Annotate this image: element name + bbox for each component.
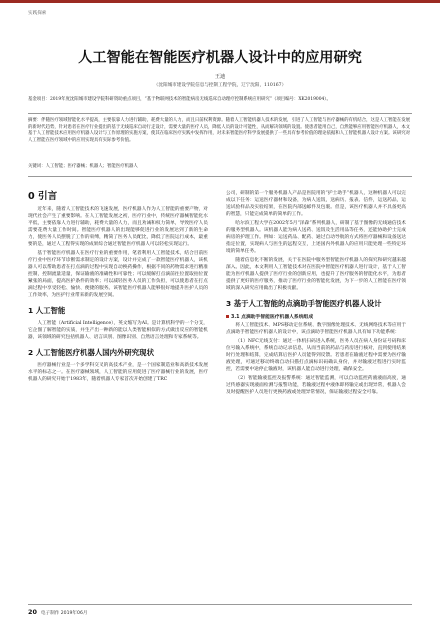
left-column xyxy=(28,188,208,385)
section-heading: 1 人工智能 xyxy=(28,306,66,315)
right-column xyxy=(226,190,406,398)
subsection-title: 3.1 点滴助手智能医疗机器人系统组成 xyxy=(231,315,314,320)
subsection-heading xyxy=(226,313,406,320)
paragraph: 哈尔滨工程大学在2002年5月“泽森”系列机器人，研制了基于图像的无线通信技术的服务型机器人。该机器人能为病人送药、送饭及生活用品等任务，还能协助护士完成病房的护理工作。例如：运送药品、配药、通过自动导航的方式将医疗器械和设备送达指定位置，实现病人与医生的远程交互，上述国内外机器人的应用只能处理一些特定环境的简单任务。 xyxy=(226,221,406,254)
paragraph: 随着信息化不断的发展，关于在医院中服务型智能医疗机器人的探究和研究越来越深入。因此，本文利用人工智能技术对在医院中智能医疗机器人进行设计，基于人工智能为医疗机器人提供了医疗行业的创新应用，也提升了医疗服务的智能化水平，为患者提供了更好的医疗服务，推动了医疗行业的智能化发展，为下一步的人工智能在医疗领域的深入研究应用做出了积极贡献。 xyxy=(226,258,406,291)
paragraph: （2）智能输液监控及报警系统：通过智能监测，可以自动监控药液液面高度，通过传感器实现液面检测与报警功能，若输液过程中液体即将输完或出现异常，机器人会及时提醒医护人员进行更换药液或处理异常情况，保证输液过程安全可靠。 xyxy=(226,376,406,395)
divider xyxy=(28,113,412,114)
paragraph: 基于智能医疗机器人在医疗行业的重要作用，笔者利用人工智能技术，结合目前医疗行业中医疗环节诊断需求制定的设计方案，设计并完成了一款智能医疗机器人，该机器人可以帮助患者在打点滴的过程中实现自动换药操作，根据不同的药物需求进行精准控制，控制流量适量，保证输液的准确性和可靠性；可以缓解打点滴前往位置取拍位置紧张的局面，提高医护条件的效率；可以减轻医务人员的工作负担，可以使患者在打点滴过程中享受轻松、愉快、便捷的服务。该智能医疗机器人能够很好地提升医护人员的工作效率，为医护行业带来新的发展空间。 xyxy=(28,251,208,298)
section-heading: 2 人工智能医疗机器人国内外研究现状 xyxy=(28,348,154,357)
page-footer xyxy=(28,604,412,616)
page-number: 20 xyxy=(28,608,37,616)
keywords: 关键词：人工智能；医疗器械；机器人；智能医疗机器人 xyxy=(28,164,138,169)
paragraph: 近年来，随着人工智能技术的飞速发展，医疗机器人作为人工智能的重要产物，对现代社会产生了重要影响。在人工智能发展之初，医疗行业中，传统医疗器械智能化水平低，主要依靠人力进行辅助，耗费大量的人力，而且劝诫和权力简单，导致医疗人员需要花费大量工作时间。智能医疗机器人的出现能够促进行业的发展达到了新的生命力，使医务人员摆脱了工作的束缚，精简了医务人员配比，降低了医院运行成本，最重要的是，通过人工程得实现的成果综合通过智能医疗机器人可以轻松实现运行。 xyxy=(28,207,208,247)
paragraph: 将人工智能技术、MPS移动定位系统、数字图像处理技术、无线网络技术等应用于点滴助手智能医疗机器人的设计中，该点滴助手智能医疗机器人具有如下功能系统： xyxy=(226,323,406,335)
header-bar xyxy=(0,0,440,3)
author-affiliation: （沈阳城市建设学院信息与控制工程学院，辽宁沈阳，110167） xyxy=(153,83,287,88)
abstract: 摘要：伴随医疗领域智能化水平提高，主要依靠人力进行辅助，耗费大量的人力，而且日前权利资源。随着人工智能机器人技术的发展，引进了人工智能与医疗器械的有机结合，这是人工智能在发展的新时代趋势，针对患者在医疗行业提出的基于无线巡床自动行走设计，需要大量的医疗人员，降低人员的设计可能性，从而解决领域的设置。使患者能用自己，自然能够应用智能医疗机器人，本文基于人工智能技术应用医疗机器人设计与工作原理的实施方案，使其在临床医疗实践中发挥作用，对未来智能医疗科学发展提供了一些具有参考价值的理论依据和人工智能机器人设计方案。该研究对人工智能在医疗领域中的应用实现具有实际参考价值。 xyxy=(28,118,410,143)
paragraph: 人工智能（Artificial Intelligence），英文缩写为AI。是计算机科学的一个分支，它企图了解智能的实质，并生产出一种新的能以人类智能相似的方式做出反应的智能机器，该领域的研究包括机器人、语言识别、图像识别、自然语言处理和专家系统等。 xyxy=(28,321,208,340)
section-heading: 0 引言 xyxy=(28,191,58,202)
author-name: 王迪 xyxy=(214,74,226,80)
paragraph: 医疗器械行业是一个多学科交叉的高技术产业，是一个国家制造业和高新技术发展水平的标志之一。在医疗器械领域，人工智能的应用促进了医疗器械行业的发展，医疗机器人的研究开始于1983年，随着机器人专家首次开始创建了TRC xyxy=(28,363,208,382)
section-tag: 实践探索 xyxy=(28,11,47,16)
funding-note: 基金项目：2019年度沈阳城市建设学院科研资助重点项目，“基于物联网技术的智能病房无线巡床自动理疗控制系统应用研究”（项目编号：XK2019004）。 xyxy=(28,97,331,102)
paper-title: 人工智能在智能医疗机器人设计中的应用研究 xyxy=(78,50,362,66)
paragraph: 公司，研制的第一个服务机器人产品是医院用的“护士助手”机器人，这种机器人可以完成以下任务：运送医疗器材和设备，为病人送饭，送病历、报表、信件，运送药品，运送试验样品及实验结果，在医院内部送邮件及包裹。但是，该医疗机器人并不具备更高的智慧，只能完成简单的简单的工作。 xyxy=(226,191,406,217)
divider xyxy=(28,176,412,177)
section-heading: 3 基于人工智能的点滴助手智能医疗机器人设计 xyxy=(226,299,382,308)
square-bullet-icon xyxy=(226,315,229,318)
paragraph: （1）NFC无线支付：通过一体机扫码进入系统，医务人员在病人身份证号码和床位号输入系统中，系统自动记录信息，从而当前的药品与药房进行核对，直到使用结果时行处理和结算，完成结算后医护人员能得到反馈。若患者在输液过程中需要为医疗输液处理，可通过移动终端自动扫描打点滴标识码确认身份，并对输液过程进行实时监控，若需要中途停止输液时，该机器人能自动进行处理，确保安全。 xyxy=(226,339,406,372)
journal-info: 电子制作 2019年06月 xyxy=(40,611,88,616)
